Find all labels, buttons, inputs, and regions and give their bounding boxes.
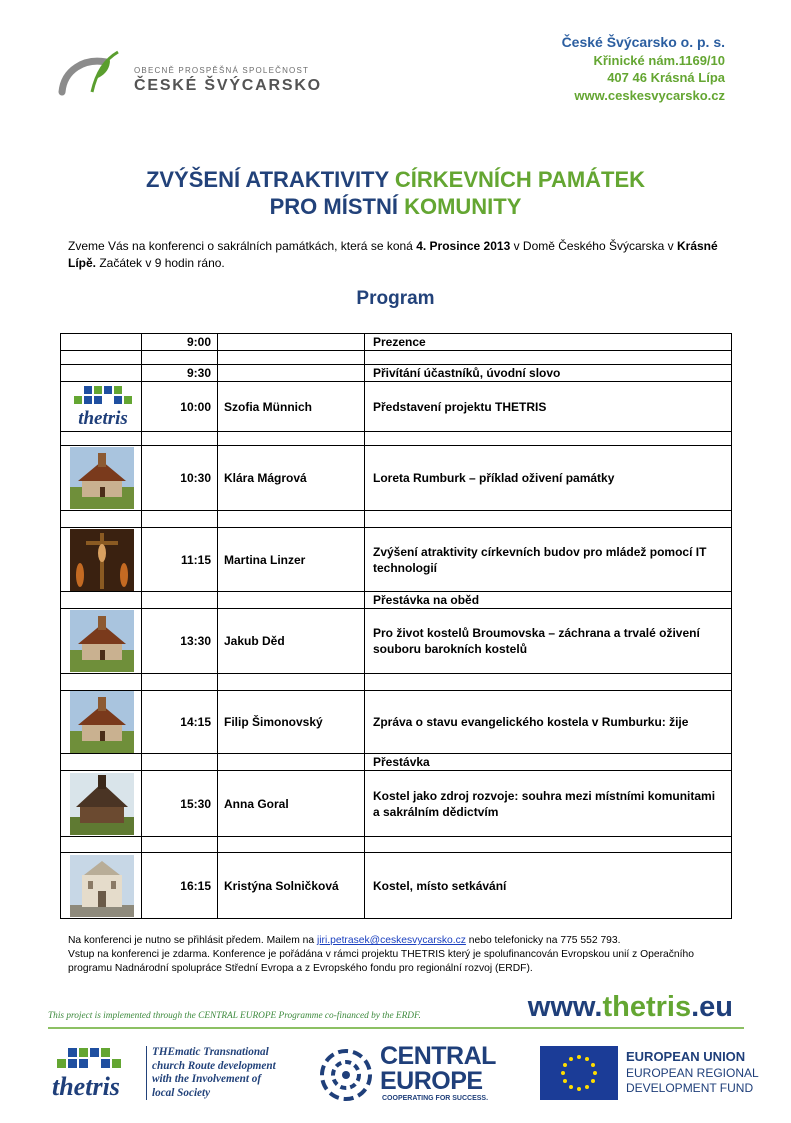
note-text-3: Vstup na konferenci je zdarma. Konference je pořádána v rámci projektu THETRIS který je spolufinancován Evropskou unií z Operačního programu Nadnárodní spolupráce Střední Evropa a z Evropského fondu pro regionální rozvoj (ERDF). bbox=[68, 949, 694, 974]
url-part-1: www. bbox=[527, 991, 603, 1023]
org-name: České Švýcarsko o. p. s. bbox=[561, 34, 725, 50]
program-topic bbox=[365, 511, 732, 528]
program-speaker: Martina Linzer bbox=[218, 528, 365, 592]
thetris-logo bbox=[70, 384, 132, 430]
program-row bbox=[61, 674, 732, 691]
speaker-image-cell bbox=[61, 837, 142, 853]
program-speaker bbox=[218, 365, 365, 382]
program-topic: Přestávka na oběd bbox=[365, 592, 732, 609]
program-speaker bbox=[218, 511, 365, 528]
eu-flag-icon bbox=[540, 1046, 618, 1100]
intro-place: Krásné Lípě. bbox=[68, 239, 718, 270]
footer-divider bbox=[48, 1027, 744, 1029]
speaker-image-cell bbox=[61, 771, 142, 837]
speaker-image-cell bbox=[61, 853, 142, 919]
church-photo bbox=[70, 447, 132, 509]
program-topic: Představení projektu THETRIS bbox=[365, 382, 732, 432]
intro-text-1: Zveme Vás na konferenci o sakrálních památkách, která se koná bbox=[68, 239, 417, 253]
intro-text-3: Začátek v 9 hodin ráno. bbox=[96, 256, 225, 270]
program-row bbox=[61, 382, 732, 432]
registration-note bbox=[68, 934, 728, 976]
speaker-image-cell bbox=[61, 351, 142, 365]
central-europe-logo bbox=[316, 1043, 506, 1105]
tagline-line: with the Involvement of bbox=[152, 1073, 262, 1085]
program-row bbox=[61, 334, 732, 351]
program-time: 14:15 bbox=[142, 691, 218, 754]
program-time bbox=[142, 432, 218, 446]
contact-email-link[interactable]: jiri.petrasek@ceskesvycarsko.cz bbox=[316, 935, 466, 946]
program-speaker bbox=[218, 754, 365, 771]
wooden-church-photo bbox=[70, 773, 132, 835]
program-speaker bbox=[218, 351, 365, 365]
ce-line1: CENTRAL bbox=[380, 1042, 496, 1070]
ce-subtitle: COOPERATING FOR SUCCESS. bbox=[382, 1095, 489, 1102]
program-heading: Program bbox=[356, 288, 435, 309]
program-time: 10:30 bbox=[142, 446, 218, 511]
program-speaker: Anna Goral bbox=[218, 771, 365, 837]
program-topic: Kostel jako zdroj rozvoje: souhra mezi místními komunitami a sakrálním dědictvím bbox=[365, 771, 732, 837]
speaker-image-cell bbox=[61, 365, 142, 382]
program-topic: Přivítání účastníků, úvodní slovo bbox=[365, 365, 732, 382]
title-line2-a: PRO MÍSTNÍ bbox=[269, 194, 405, 219]
logo-subtitle: OBECNĚ PROSPĚŠNÁ SPOLEČNOST bbox=[134, 66, 310, 75]
ceske-svycarsko-logo bbox=[58, 48, 322, 100]
program-row bbox=[61, 853, 732, 919]
program-time: 9:30 bbox=[142, 365, 218, 382]
speaker-image-cell bbox=[61, 446, 142, 511]
programme-statement: This project is implemented through the CENTRAL EUROPE Programme co-financed by the ERDF. bbox=[48, 1011, 421, 1021]
program-row bbox=[61, 432, 732, 446]
title-line2-b: KOMUNITY bbox=[404, 194, 522, 219]
tagline-line: church Route development bbox=[152, 1059, 276, 1072]
intro-paragraph bbox=[68, 238, 718, 272]
crucifix-photo bbox=[70, 529, 132, 591]
program-topic: Prezence bbox=[365, 334, 732, 351]
org-street: Křinické nám.1169/10 bbox=[593, 52, 725, 68]
program-time: 11:15 bbox=[142, 528, 218, 592]
program-topic: Kostel, místo setkávání bbox=[365, 853, 732, 919]
program-row bbox=[61, 592, 732, 609]
program-time: 10:00 bbox=[142, 382, 218, 432]
document-title bbox=[0, 166, 791, 220]
intro-text-2: v Domě Českého Švýcarska v bbox=[510, 239, 677, 253]
program-row bbox=[61, 754, 732, 771]
program-speaker: Klára Mágrová bbox=[218, 446, 365, 511]
program-speaker: Kristýna Solničková bbox=[218, 853, 365, 919]
program-speaker: Filip Šimonovský bbox=[218, 691, 365, 754]
program-table bbox=[60, 333, 732, 919]
tagline-line: local Society bbox=[152, 1086, 211, 1099]
central-europe-emblem-icon bbox=[316, 1047, 376, 1103]
program-topic bbox=[365, 351, 732, 365]
speaker-image-cell bbox=[61, 334, 142, 351]
speaker-image-cell bbox=[61, 754, 142, 771]
program-speaker bbox=[218, 674, 365, 691]
program-time bbox=[142, 754, 218, 771]
program-topic: Zvýšení atraktivity církevních budov pro mládež pomocí IT technologií bbox=[365, 528, 732, 592]
program-topic bbox=[365, 674, 732, 691]
leaf-swoosh-icon bbox=[58, 48, 130, 100]
svg-text:thetris: thetris bbox=[78, 407, 128, 429]
tagline-line: THEmatic Transnational bbox=[152, 1046, 269, 1058]
program-row bbox=[61, 771, 732, 837]
program-speaker bbox=[218, 432, 365, 446]
program-time bbox=[142, 837, 218, 853]
program-speaker bbox=[218, 837, 365, 853]
thetris-word: thetris bbox=[52, 1072, 120, 1101]
title-line1-b: CÍRKEVNÍCH PAMÁTEK bbox=[394, 167, 646, 192]
program-row bbox=[61, 351, 732, 365]
thetris-url[interactable] bbox=[528, 991, 733, 1024]
program-topic: Pro život kostelů Broumovska – záchrana a trvalé oživení souboru barokních kostelů bbox=[365, 609, 732, 674]
speaker-image-cell bbox=[61, 432, 142, 446]
program-speaker: Jakub Děd bbox=[218, 609, 365, 674]
program-row bbox=[61, 511, 732, 528]
org-city: 407 46 Krásná Lípa bbox=[607, 70, 725, 85]
church-photo bbox=[70, 691, 132, 753]
program-time: 9:00 bbox=[142, 334, 218, 351]
speaker-image-cell bbox=[61, 691, 142, 754]
url-part-3: .eu bbox=[691, 991, 733, 1023]
speaker-image-cell bbox=[61, 592, 142, 609]
program-row bbox=[61, 365, 732, 382]
eu-line1: EUROPEAN UNION bbox=[626, 1049, 746, 1064]
eu-line2: EUROPEAN REGIONAL bbox=[626, 1066, 759, 1080]
program-time: 13:30 bbox=[142, 609, 218, 674]
program-speaker bbox=[218, 334, 365, 351]
program-speaker: Szofia Münnich bbox=[218, 382, 365, 432]
note-text-2: nebo telefonicky na 775 552 793. bbox=[465, 935, 621, 946]
program-topic bbox=[365, 837, 732, 853]
thetris-footer-logo bbox=[50, 1046, 140, 1104]
program-topic: Zpráva o stavu evangelického kostela v Rumburku: žije bbox=[365, 691, 732, 754]
title-line1-a: ZVÝŠENÍ ATRAKTIVITY bbox=[145, 167, 395, 192]
program-time: 16:15 bbox=[142, 853, 218, 919]
program-time bbox=[142, 674, 218, 691]
speaker-image-cell bbox=[61, 511, 142, 528]
program-row bbox=[61, 446, 732, 511]
program-time: 15:30 bbox=[142, 771, 218, 837]
eu-line3: DEVELOPMENT FUND bbox=[626, 1081, 754, 1095]
thetris-tagline bbox=[146, 1046, 276, 1100]
speaker-image-cell bbox=[61, 528, 142, 592]
org-web[interactable]: www.ceskesvycarsko.cz bbox=[574, 87, 725, 103]
program-topic: Loreta Rumburk – příklad oživení památky bbox=[365, 446, 732, 511]
ce-line2: EUROPE bbox=[380, 1067, 483, 1095]
program-time bbox=[142, 511, 218, 528]
program-row bbox=[61, 837, 732, 853]
program-row bbox=[61, 691, 732, 754]
program-row bbox=[61, 609, 732, 674]
program-speaker bbox=[218, 592, 365, 609]
church-facade-photo bbox=[70, 855, 132, 917]
program-topic bbox=[365, 432, 732, 446]
speaker-image-cell bbox=[61, 382, 142, 432]
intro-date: 4. Prosince 2013 bbox=[416, 239, 511, 253]
eu-logo bbox=[540, 1046, 759, 1102]
speaker-image-cell bbox=[61, 609, 142, 674]
org-contact bbox=[562, 34, 725, 104]
program-time bbox=[142, 592, 218, 609]
program-row bbox=[61, 528, 732, 592]
program-time bbox=[142, 351, 218, 365]
note-text-1: Na konferenci je nutno se přihlásit předem. Mailem na bbox=[68, 935, 317, 946]
url-part-2: thetris bbox=[602, 991, 692, 1023]
church-photo bbox=[70, 610, 132, 672]
logo-title: ČESKÉ ŠVÝCARSKO bbox=[134, 77, 322, 94]
program-topic: Přestávka bbox=[365, 754, 732, 771]
speaker-image-cell bbox=[61, 674, 142, 691]
